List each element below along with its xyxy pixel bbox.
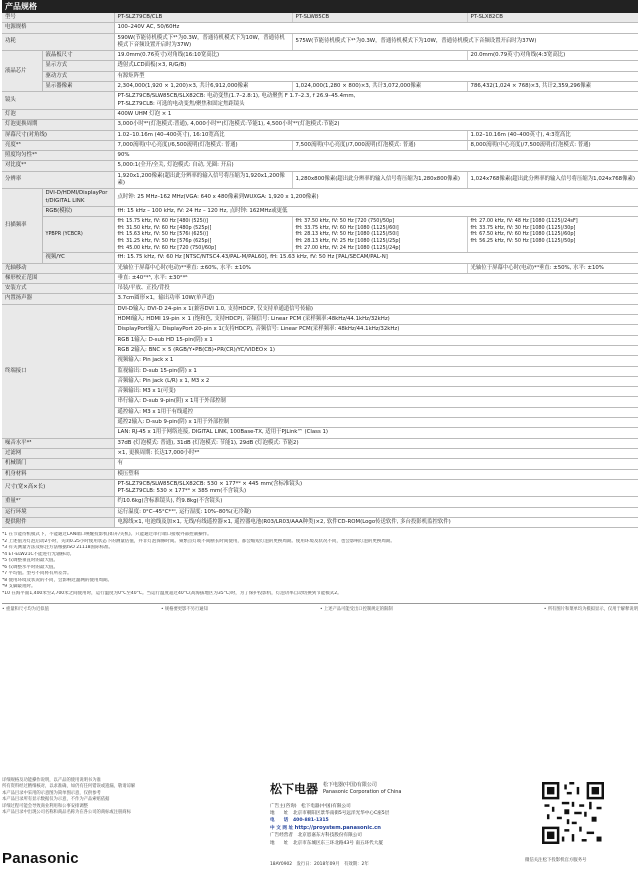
contact-line: 地 址 北京市东城区东三环北路43号 南五环代大厦 xyxy=(270,840,383,846)
row-value: 模压塑料 xyxy=(114,469,638,479)
table-row xyxy=(2,304,638,314)
freq-line: fH: 33.75 kHz, fV: 60 Hz [1080 (1125)/60i] xyxy=(295,224,399,231)
table-row xyxy=(2,206,638,216)
qr-caption: 微信关注松下投影机官方服务号 xyxy=(525,858,587,863)
freq-line: fH: 15.63 kHz, fV: 50 Hz [576i (625i)] xyxy=(117,231,208,238)
table-row xyxy=(2,71,638,81)
freq-line: fH: 33.75 kHz, fV: 30 Hz [1080 (1125)/30p] xyxy=(470,224,576,231)
row-label: 显示器像素 xyxy=(42,82,114,92)
contact-line: 广告主(咨询) 松下电器(中国)有限公司 xyxy=(270,804,351,809)
contact-line: 地 址 北京市朝阳区景华南街5号远洋光华中心C座5层 xyxy=(270,811,390,817)
row-value: 19.0mm(0.76英寸)对角线(16:10宽高比) xyxy=(114,51,467,61)
row-label: 灯泡更换周期 xyxy=(2,120,114,130)
panasonic-logo: Panasonic xyxy=(2,850,79,867)
row-value: fH: 15.75 kHz, fV: 60 Hz [NTSC/NTSC4.43/PAL-M/PAL60], fH: 15.63 kHz, fV: 50 Hz [PAL/SECAM/PAL-N] xyxy=(114,253,638,263)
row-label: 终端接口 xyxy=(2,304,114,438)
row-value: 光轴位于屏幕中心时(电动)*⁴垂直: ±60%, 水平: ±10% xyxy=(114,263,467,273)
row-value: 20.0mm(0.79英寸)对角线(4:3宽高比) xyxy=(467,51,638,61)
section-header: 产品规格 xyxy=(2,0,638,13)
freq-line: fH: 28.13 kHz, fV: 50 Hz [1080 (1125)/50i] xyxy=(295,231,399,238)
freq-column xyxy=(292,217,467,253)
row-label: 光轴移动 xyxy=(2,263,114,273)
row-value: 有 xyxy=(114,459,638,469)
row-label: 电源规格 xyxy=(2,23,114,33)
terminal-item: 串行输入: D-sub 9-pin(阴) x 1用于外部控制 xyxy=(114,397,638,407)
website-label: 中 文 网 址 xyxy=(270,826,294,832)
table-row xyxy=(2,92,638,110)
terminal-item: 音频输出: M3 x 1(可变) xyxy=(114,387,638,397)
phone-line: 电 话 400-881-1315 xyxy=(270,818,329,824)
row-label: 重量*⁷ xyxy=(2,497,114,507)
footnote: *8 使用环境及状况的不同，会影响过滤网的使用周期。 xyxy=(2,577,113,583)
row-value: 吊装/平放、正投/背投 xyxy=(114,284,638,294)
footnote: *3 有关测量方法及标注方法根据ISO 21118国际标准。 xyxy=(2,545,114,551)
table-row xyxy=(2,518,638,528)
website-row xyxy=(270,824,520,832)
footnote: *4 ET-ELW21C不能进行光轴移动。 xyxy=(2,551,75,557)
disclaimer: • 上述产品可能受出口控制规定的限制 xyxy=(320,607,393,613)
company-name xyxy=(323,782,401,795)
row-label: 尺寸(宽×高×长) xyxy=(2,479,114,497)
table-row xyxy=(2,469,638,479)
row-value: 点时钟: 25 MHz–162 MHz(VGA: 640 x 480像素到WUXGA: 1,920 x 1,200像素) xyxy=(114,189,638,207)
table-row xyxy=(2,33,638,51)
footnote: *5 仅调整垂直时的最大值。 xyxy=(2,558,59,564)
row-value: fH: 15 kHz – 100 kHz, fV: 24 Hz – 120 Hz, 点时钟: 162MHz或更低 xyxy=(114,206,638,216)
legal-line: 详细过程可能会导致商业利用和公事安排调整 xyxy=(2,803,88,809)
row-label: 亮度*³ xyxy=(2,140,114,150)
row-value: 7,500流明(中心亮度)/7,000流明(灯泡模式: 普通) xyxy=(292,140,467,150)
legal-text xyxy=(2,778,252,817)
footnote: *7 平均值。型号不同将有所差异。 xyxy=(2,571,72,577)
legal-line: 本产品目录中采用的示意图为简单图示意，仅供参考 xyxy=(2,790,101,796)
row-value: 786,432(1,024 × 768)×3, 共计2,359,296像素 xyxy=(467,82,638,92)
row-label: 液晶板尺寸 xyxy=(42,51,114,61)
row-value: 3,000小时*²(灯泡模式:普通), 4,000小时*²(灯泡模式:节能1), 4,500小时*²(灯泡模式:节能2) xyxy=(114,120,638,130)
contact-line: 广告经营者 北京恩嘉东方科技股份有限公司 xyxy=(270,833,362,839)
freq-line: fH: 67.50 kHz, fV: 60 Hz [1080 (1125)/60p] xyxy=(470,231,576,238)
row-value: 575W(节能待机模式下*¹为0.3W，普通待机模式下为10W，普通待机模式下音频设置开启时为37W) xyxy=(292,33,638,51)
row-value: 1,024,000(1,280 × 800)×3, 共计3,072,000像素 xyxy=(292,82,467,92)
row-label: 运行环境 xyxy=(2,507,114,517)
row-value: 2,304,000(1,920 × 1,200)×3, 共计6,912,000像素 xyxy=(114,82,292,92)
table-row xyxy=(2,479,638,497)
row-value: 5,000:1(全开/全关, 灯泡模式: 自动, 光圈: 开启) xyxy=(114,161,638,171)
freq-line: fH: 56.25 kHz, fV: 50 Hz [1080 (1125)/50p] xyxy=(470,238,576,245)
print-info: 18AY0902 发行日：2018年09月 有效期：2年 xyxy=(270,862,369,867)
row-value: 1,920x1,200像素(超出此分辨率的输入信号将压缩为1,920x1,200像素) xyxy=(114,171,292,189)
table-row xyxy=(2,23,638,33)
value-line: PT-SLZ79CLB: 可选的电动变焦/聚焦和固定焦距镜头 xyxy=(117,100,245,107)
contact-rows xyxy=(270,803,520,847)
terminal-item: DisplayPort输入: DisplayPort 20-pin x 1(支持HDCP), 音频信号: Linear PCM(采样频率: 48kHz/44.1kHz/32kHz) xyxy=(114,325,638,335)
group-label: 液晶芯片 xyxy=(2,51,42,92)
freq-column xyxy=(114,217,292,253)
row-label: 照度均匀性*³ xyxy=(2,151,114,161)
row-label: DVI-D/HDMI/DisplayPort/DIGITAL LINK xyxy=(42,189,114,207)
table-row xyxy=(2,109,638,119)
row-label: 提供附件 xyxy=(2,518,114,528)
terminal-item: DVI-D输入: DVI-D 24-pin x 1(兼容DVI 1.0, 支持HDCP, 仅支持单通道信号传输) xyxy=(114,304,638,314)
table-row xyxy=(2,294,638,304)
freq-line: fH: 27.00 kHz, fV: 48 Hz [1080 (1125)/24sF] xyxy=(470,218,578,225)
qr-code-icon xyxy=(542,782,604,844)
table-row xyxy=(2,263,638,273)
row-label: 型号 xyxy=(2,13,114,23)
table-row xyxy=(2,448,638,458)
company-logo xyxy=(270,780,520,797)
terminal-item: HDMI输入: HDMI 19-pin × 1 (饱和色, 支持HDCP), 音频信号: Linear PCM (采样频率:48kHz/44.1kHz/32kHz) xyxy=(114,315,638,325)
value-line: PT-SLZ79CLB: 530 × 177*⁹ × 385 mm(不含镜头) xyxy=(117,488,247,495)
company-logo-cn: 松下电器 xyxy=(270,782,319,796)
footnote: *2 上述值为灯泡启动2小时，关闭0.25小时使用状态下的测量估值，并非灯泡保修时间。频繁点灯或不间断长时间使用，都会缩短灯泡的更换周期。使用环境及状况不同，也会影响灯泡的更换周期。 xyxy=(2,538,395,544)
terminal-item: 监视输出: D-sub 15-pin(阴) x 1 xyxy=(114,366,638,376)
freq-line: fH: 45.00 kHz, fV: 60 Hz [720 (750)/60p] xyxy=(117,244,217,251)
row-label: 驱动方式 xyxy=(42,71,114,81)
freq-line: fH: 27.00 kHz, fV: 24 Hz [1080 (1125)/24p] xyxy=(295,244,401,251)
row-label: 机械锁门 xyxy=(2,459,114,469)
freq-column xyxy=(467,217,638,253)
terminal-item: RGB 2输入: BNC × 5 (RGB/Y•PB(CB)•PR(CR)/YC/VIDEO× 1) xyxy=(114,345,638,355)
row-value: 1,024x768像素(超出此分辨率的输入信号将压缩为1,024x768像素) xyxy=(467,171,638,189)
row-value: 有源矩阵型 xyxy=(114,71,638,81)
row-value: 约10.6kg(含标准镜头), 约9.8kg(不含镜头) xyxy=(114,497,638,507)
terminal-item: 视频输入: Pin jack x 1 xyxy=(114,356,638,366)
table-row xyxy=(2,140,638,150)
row-label: 镜头 xyxy=(2,92,114,110)
table-row xyxy=(2,130,638,140)
table-row xyxy=(2,51,638,61)
row-value: 8,000流明(中心亮度)/7,500流明(灯泡模式: 普通) xyxy=(467,140,638,150)
footnote: *10 在海平面1,400米至2,700米之间使用时，运行温度为0°C至40°C。当运行温度超过40°C(高海拔地区为35°C)时，为了保护投影机，灯泡功率自动切换到节能模式2。 xyxy=(2,590,342,596)
model-name: PT-SLZ79CB/CLB xyxy=(114,13,292,23)
row-value: 运行温度: 0°C–45°C*¹⁰, 运行湿度: 10%–80%(无冷凝) xyxy=(114,507,638,517)
table-row xyxy=(2,161,638,171)
table-row xyxy=(2,189,638,207)
table-row xyxy=(2,217,638,253)
table-row xyxy=(2,171,638,189)
row-value: 37dB (灯泡模式: 普通), 31dB (灯泡模式: 节能1), 29dB (灯泡模式: 节能2) xyxy=(114,438,638,448)
company-name-en: Panasonic Corporation of China xyxy=(323,788,402,795)
group-label: 扫描频率 xyxy=(2,189,42,263)
row-value: 1,280x800像素(超出此分辨率的输入信号将压缩为1,280x800像素) xyxy=(292,171,467,189)
spec-table xyxy=(2,13,638,528)
table-row xyxy=(2,120,638,130)
freq-line: fH: 31.25 kHz, fV: 50 Hz [576p (625p)] xyxy=(117,238,212,245)
legal-line: 详细规格及功能操作说明，以产品的使用说明书为准 xyxy=(2,778,101,783)
row-label: RGB(模拟) xyxy=(42,206,114,216)
table-row xyxy=(2,13,638,23)
row-value: 400W UHM 灯泡 × 1 xyxy=(114,109,638,119)
table-row xyxy=(2,151,638,161)
freq-line: fH: 37.50 kHz, fV: 50 Hz [720 (750)/50p] xyxy=(295,218,395,225)
disclaimer: • 重量和尺寸均为近似值 xyxy=(2,607,49,613)
company-name-cn: 松下电器(中国)有限公司 xyxy=(323,782,377,788)
row-label: 视频/YC xyxy=(42,253,114,263)
row-label: YPBPR (YCBCR) xyxy=(42,217,114,253)
row-label: 梯形校正范围 xyxy=(2,273,114,283)
freq-line: fH: 28.13 kHz, fV: 25 Hz [1080 (1125)/25p] xyxy=(295,238,401,245)
row-value: 1.02–10.16m (40–400英寸), 4:3宽高比 xyxy=(467,130,638,140)
row-value: 3.7cm圆形×1，输出功率 10W(单声道) xyxy=(114,294,638,304)
company-info xyxy=(270,780,520,847)
row-value: 90% xyxy=(114,151,638,161)
table-row xyxy=(2,507,638,517)
model-name: PT-SLX82CB xyxy=(467,13,638,23)
row-label: 屏幕尺寸(对角线) xyxy=(2,130,114,140)
table-row xyxy=(2,82,638,92)
row-label: 噪音水平*³ xyxy=(2,438,114,448)
footnotes xyxy=(2,532,638,597)
footnote: *9 支脚最短时。 xyxy=(2,584,36,590)
table-row xyxy=(2,273,638,283)
row-value: 7,000流明(中心亮度)/6,500流明(灯泡模式: 普通) xyxy=(114,140,292,150)
footer xyxy=(2,778,638,868)
table-row xyxy=(2,459,638,469)
row-label: 显示方式 xyxy=(42,61,114,71)
row-value: 1.02–10.16m (40–400英寸), 16:10宽高比 xyxy=(114,130,467,140)
footnote: *6 仅调整水平时的最大值。 xyxy=(2,564,59,570)
table-row xyxy=(2,438,638,448)
row-value: 透射式LCD面板(×3, R/G/B) xyxy=(114,61,638,71)
row-label: 功耗 xyxy=(2,33,114,51)
website-link[interactable]: http://proystem.panasonic.cn xyxy=(294,825,381,832)
terminal-item: LAN: RJ-45 x 1用于网络连接, DIGITAL LINK, 100Base-TX, 适用于PJLink™ (Class 1) xyxy=(114,428,638,438)
terminal-item: 音频输入: Pin jack (L/R) x 1, M3 x 2 xyxy=(114,376,638,386)
table-row xyxy=(2,253,638,263)
row-label: 过滤网 xyxy=(2,448,114,458)
disclaimer: • 所有图片和菜单均为模拟显示，仅用于解释说明 xyxy=(543,607,638,613)
footnote: *1 在节能待机模式下，不能通过LAN端口唤醒投影机(如开/关机)。只能通过串行端口接收外部控制操作。 xyxy=(2,532,212,538)
row-value xyxy=(114,92,638,110)
row-value: 光轴位于屏幕中心时(电动)*⁴垂直: ±50%, 水平: ±10% xyxy=(467,263,638,273)
row-value: ×1, 更换周期: 长达17,000小时*⁸ xyxy=(114,448,638,458)
value-line: PT-SLZ79CB/SLW85CB/SLX82CB: 530 × 177*⁹ × 445 mm(含标准镜头) xyxy=(117,480,303,487)
row-value: 590W(节能待机模式下*¹为0.3W，普通待机模式下为10W，普通待机模式下音频设置开启时为37W) xyxy=(114,33,292,51)
model-name: PT-SLW85CB xyxy=(292,13,467,23)
row-label: 对比度*³ xyxy=(2,161,114,171)
row-value xyxy=(114,479,638,497)
row-label: 灯泡 xyxy=(2,109,114,119)
row-label: 内置扬声器 xyxy=(2,294,114,304)
table-row xyxy=(2,61,638,71)
row-value: 垂直: ±40°*⁵, 水平: ±30°*⁶ xyxy=(114,273,638,283)
spec-sheet xyxy=(2,0,638,612)
row-value: 电源线×1, 电池线及加×1, 无线/有线遥控器×1, 遥控器电池(R03/LR03/AAA种类)×2, 软件CD-ROM(Logo传送软件, 多台投影机监控软件) xyxy=(114,518,638,528)
row-value: 100–240V AC, 50/60Hz xyxy=(114,23,638,33)
table-row xyxy=(2,284,638,294)
terminal-item: 遥控2输入: D-sub 9-pin(阴) x 1用于外部控制 xyxy=(114,418,638,428)
table-row xyxy=(2,497,638,507)
row-label: 机身材料 xyxy=(2,469,114,479)
legal-line: 所有资料经过精细核对，以求准确，如仍有任何错误或遗漏，敬请谅解 xyxy=(2,784,136,790)
row-label: 安装方式 xyxy=(2,284,114,294)
disclaimer-bar xyxy=(2,603,638,612)
terminal-item: RGB 1输入: D-sub HD 15-pin(阴) x 1 xyxy=(114,335,638,345)
freq-line: fH: 31.50 kHz, fV: 60 Hz [480p (525p)] xyxy=(117,224,212,231)
disclaimer: • 规格要更影不另行通知 xyxy=(161,607,208,613)
terminal-item: 遥控输入: M3 x 1用于有线遥控 xyxy=(114,407,638,417)
value-line: PT-SLZ79CB/SLW85CB/SLX82CB: 电动变焦(1.7–2.8:1), 电动聚焦 F 1.7–2.3, f 26.9–45.4mm, xyxy=(117,93,356,100)
row-label: 分辨率 xyxy=(2,171,114,189)
legal-line: 本产品目录中出现公司名称和商品名称为在各公司的商标或注册商标 xyxy=(2,810,131,816)
freq-line: fH: 15.75 kHz, fV: 60 Hz [480i (525i)] xyxy=(117,218,208,225)
legal-line: 本产品目录所有显示数据仅为示意，不作为产品索赔依据 xyxy=(2,797,110,803)
